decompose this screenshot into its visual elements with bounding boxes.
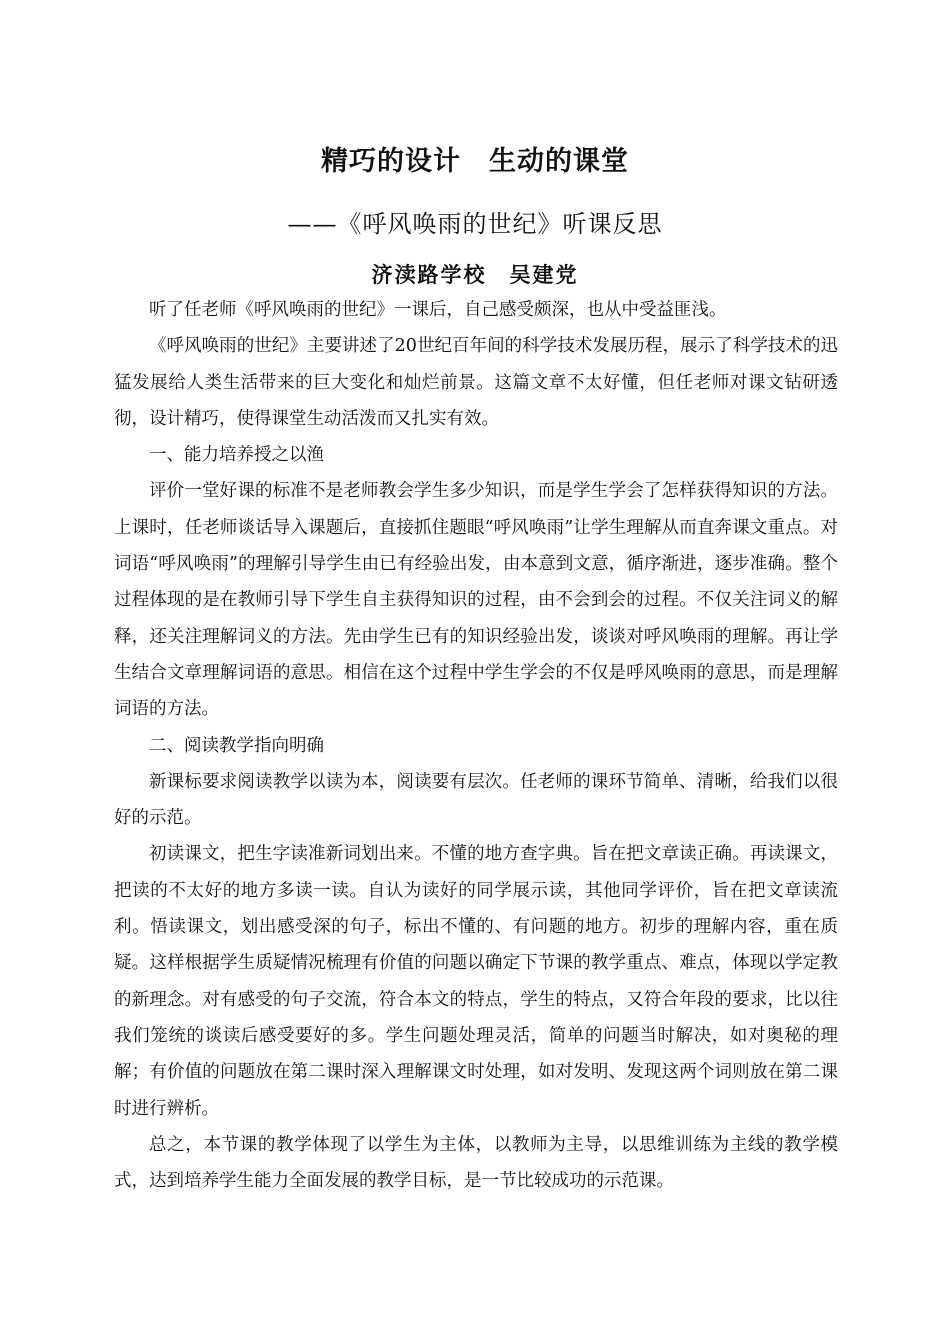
section-heading-2: 二、阅读教学指向明确 bbox=[149, 735, 324, 756]
paragraph-intro: 听了任老师《呼风唤雨的世纪》一课后，自己感受颇深，也从中受益匪浅。 bbox=[149, 300, 727, 320]
paragraph-conclusion: 总之，本节课的教学体现了以学生为主体，以教师为主导，以思维训练为主线的教学模式，达到培养学生能力全面发展的教学目标，是一节比较成功的示范课。 bbox=[114, 1134, 838, 1192]
paragraph-section-1: 评价一堂好课的标准不是老师教会学生多少知识，而是学生学会了怎样获得知识的方法。上课时，任老师谈话导入课题后，直接抓住题眼“呼风唤雨”让学生理解从而直奔课文重点。对词语“呼风唤雨”的理解引导学生由已有经验出发，由本意到文意，循序渐进，逐步准确。整个过程体现的是在教师引导下学生自主获得知识的过程，由不会到会的过程。不仅关注词义的解释，还关注理解词义的方法。先由学生已有的知识经验出发，谈谈对呼风唤雨的理解。再让学生结合文章理解词语的意思。相信在这个过程中学生学会的不仅是呼风唤雨的意思，而是理解词语的方法。 bbox=[114, 481, 838, 720]
document-author: 济渎路学校 吴建党 bbox=[371, 262, 579, 287]
paragraph-section-2a: 新课标要求阅读教学以读为本，阅读要有层次。任老师的课环节简单、清晰，给我们以很好的示范。 bbox=[114, 771, 838, 829]
document-title: 精巧的设计 生动的课堂 bbox=[321, 146, 629, 177]
paragraph-overview: 《呼风唤雨的世纪》主要讲述了20世纪百年间的科学技术发展历程，展示了科学技术的迅猛发展给人类生活带来的巨大变化和灿烂前景。这篇文章不太好懂，但任老师对课文钻研透彻，设计精巧，使得课堂生动活泼而又扎实有效。 bbox=[114, 336, 838, 429]
document-body bbox=[114, 292, 838, 1199]
paragraph-section-2b: 初读课文，把生字读准新词划出来。不懂的地方查字典。旨在把文章读正确。再读课文，把读的不太好的地方多读一读。自认为读好的同学展示读，其他同学评价，旨在把文章读流利。悟读课文，划出感受深的句子，标出不懂的、有问题的地方。初步的理解内容，重在质疑。这样根据学生质疑情况梳理有价值的问题以确定下节课的教学重点、难点，体现以学定教的新理念。对有感受的句子交流，符合本文的特点，学生的特点，又符合年段的要求，比以往我们笼统的谈读后感受要好的多。学生问题处理灵活，简单的问题当时解决，如对奥秘的理解；有价值的问题放在第二课时深入理解课文时处理，如对发明、发现这两个词则放在第二课时进行辨析。 bbox=[114, 844, 838, 1119]
document-subtitle: ——《呼风唤雨的世纪》听课反思 bbox=[287, 210, 663, 238]
section-heading-1: 一、能力培养授之以渔 bbox=[149, 445, 324, 466]
